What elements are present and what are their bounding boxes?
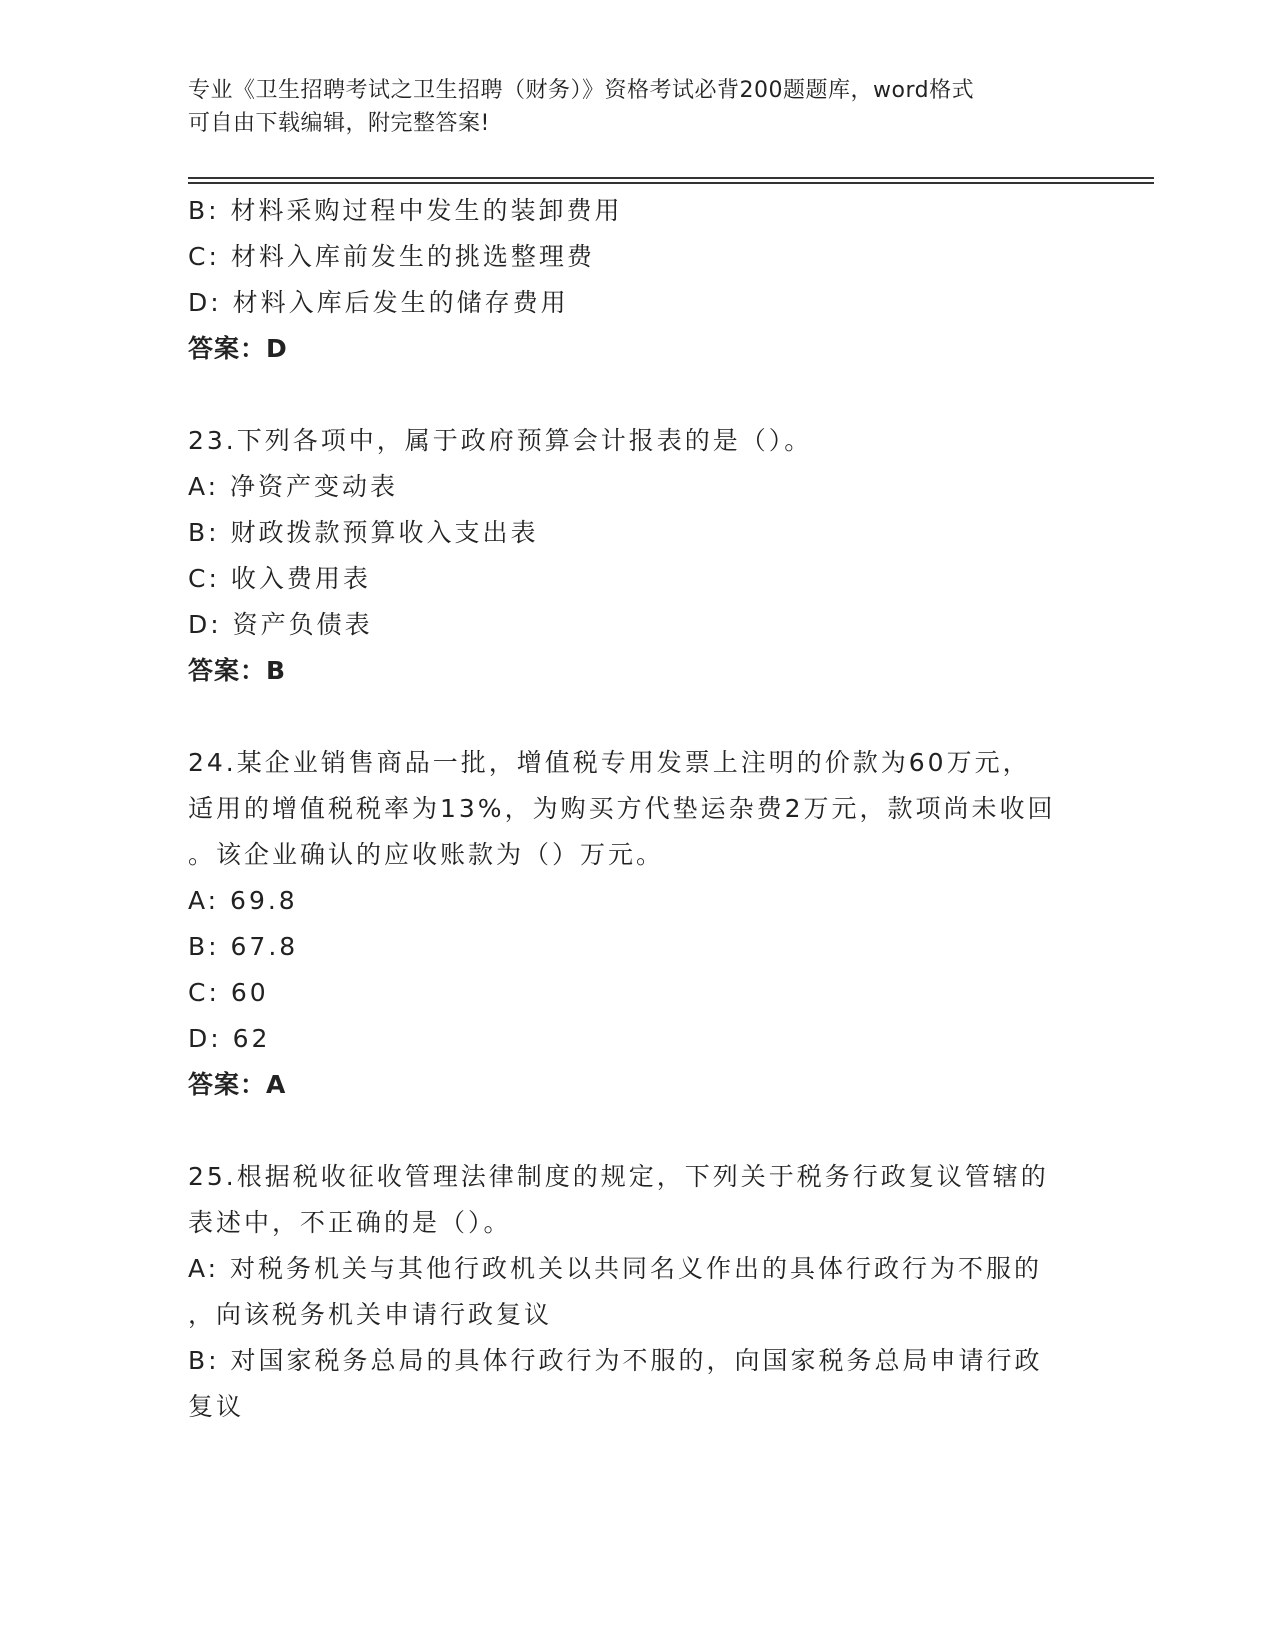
option-d: D: 资产负债表 xyxy=(188,610,373,639)
option-c: C: 材料入库前发生的挑选整理费 xyxy=(188,242,595,271)
spacer xyxy=(188,694,1088,740)
question-stem-line: 25.根据税收征收管理法律制度的规定，下列关于税务行政复议管辖的 xyxy=(188,1162,1049,1191)
option-line: A: 对税务机关与其他行政机关以共同名义作出的具体行政行为不服的 xyxy=(188,1254,1043,1283)
option-c: C: 收入费用表 xyxy=(188,564,371,593)
question-stem-line: 表述中，不正确的是（）。 xyxy=(188,1208,512,1237)
option-b: B: 财政拨款预算收入支出表 xyxy=(188,518,539,547)
question-22-continued xyxy=(188,188,1088,372)
option-d: D: 材料入库后发生的储存费用 xyxy=(188,288,569,317)
question-stem-line: 适用的增值税税率为13%，为购买方代垫运杂费2万元，款项尚未收回 xyxy=(188,794,1056,823)
document-header xyxy=(188,74,1088,140)
option-a: A: 69.8 xyxy=(188,886,298,915)
option-line: B: 对国家税务总局的具体行政行为不服的，向国家税务总局申请行政 xyxy=(188,1346,1043,1375)
answer-line: 答案：B xyxy=(188,656,287,685)
header-line-2: 可自由下载编辑，附完整答案! xyxy=(188,111,490,136)
header-line-1: 专业《卫生招聘考试之卫生招聘（财务）》资格考试必背200题题库，word格式 xyxy=(188,78,975,103)
header-divider-top xyxy=(188,177,1154,179)
option-c: C: 60 xyxy=(188,978,269,1007)
answer-line: 答案：A xyxy=(188,1070,287,1099)
option-line: 复议 xyxy=(188,1392,245,1421)
question-24 xyxy=(188,740,1088,1108)
spacer xyxy=(188,372,1088,418)
option-d: D: 62 xyxy=(188,1024,271,1053)
spacer xyxy=(188,1108,1088,1154)
option-b: B: 材料采购过程中发生的装卸费用 xyxy=(188,196,623,225)
answer-line: 答案：D xyxy=(188,334,288,363)
document-body xyxy=(188,188,1088,1430)
option-b: B: 67.8 xyxy=(188,932,299,961)
question-25 xyxy=(188,1154,1088,1430)
header-divider-bottom xyxy=(188,182,1154,184)
option-a: A: 净资产变动表 xyxy=(188,472,399,501)
question-stem-line: 。该企业确认的应收账款为（）万元。 xyxy=(188,840,665,869)
question-stem-line: 24.某企业销售商品一批，增值税专用发票上注明的价款为60万元， xyxy=(188,748,1031,777)
option-line: ，向该税务机关申请行政复议 xyxy=(188,1300,553,1329)
question-23 xyxy=(188,418,1088,694)
question-stem: 23.下列各项中，属于政府预算会计报表的是（）。 xyxy=(188,426,813,455)
